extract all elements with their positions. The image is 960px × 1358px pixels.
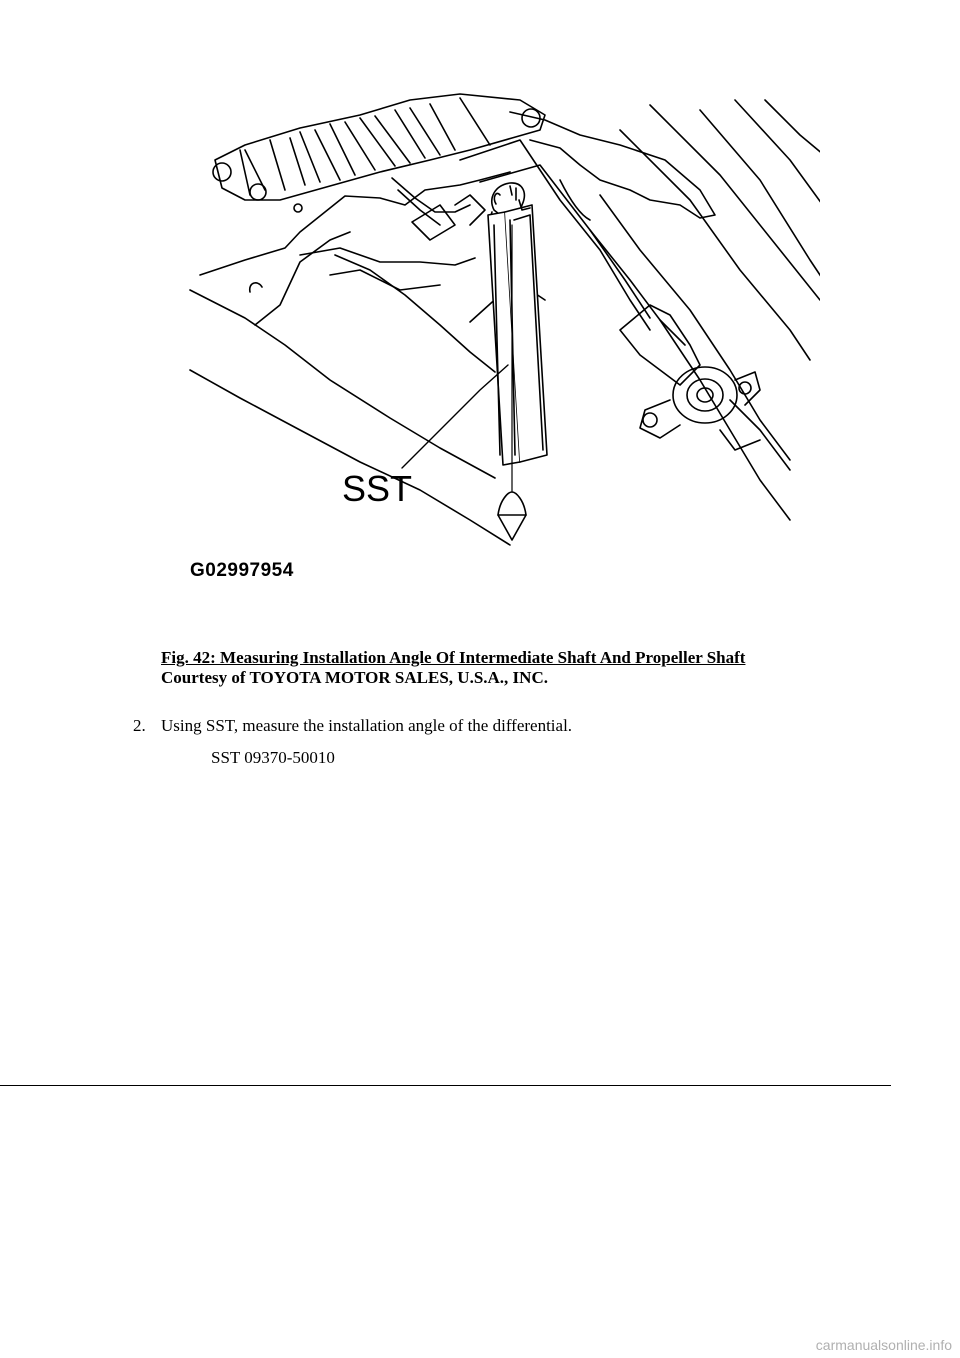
caption-courtesy: Courtesy of TOYOTA MOTOR SALES, U.S.A., INC. (161, 668, 548, 687)
sst-callout-label: SST (342, 468, 413, 509)
page-divider (0, 1085, 891, 1086)
step-sst-code: SST 09370-50010 (211, 748, 335, 767)
step-number: 2. (133, 716, 146, 735)
caption-title: Fig. 42: Measuring Installation Angle Of Intermediate Shaft And Propeller Shaft (161, 648, 746, 667)
step-text: Using SST, measure the installation angle of the differential. (161, 716, 573, 735)
figure-id-label: G02997954 (190, 560, 294, 581)
figure-caption (161, 648, 745, 688)
watermark: carmanualsonline.info (815, 1337, 952, 1353)
figure-illustration (180, 88, 820, 558)
step-item (133, 716, 572, 736)
